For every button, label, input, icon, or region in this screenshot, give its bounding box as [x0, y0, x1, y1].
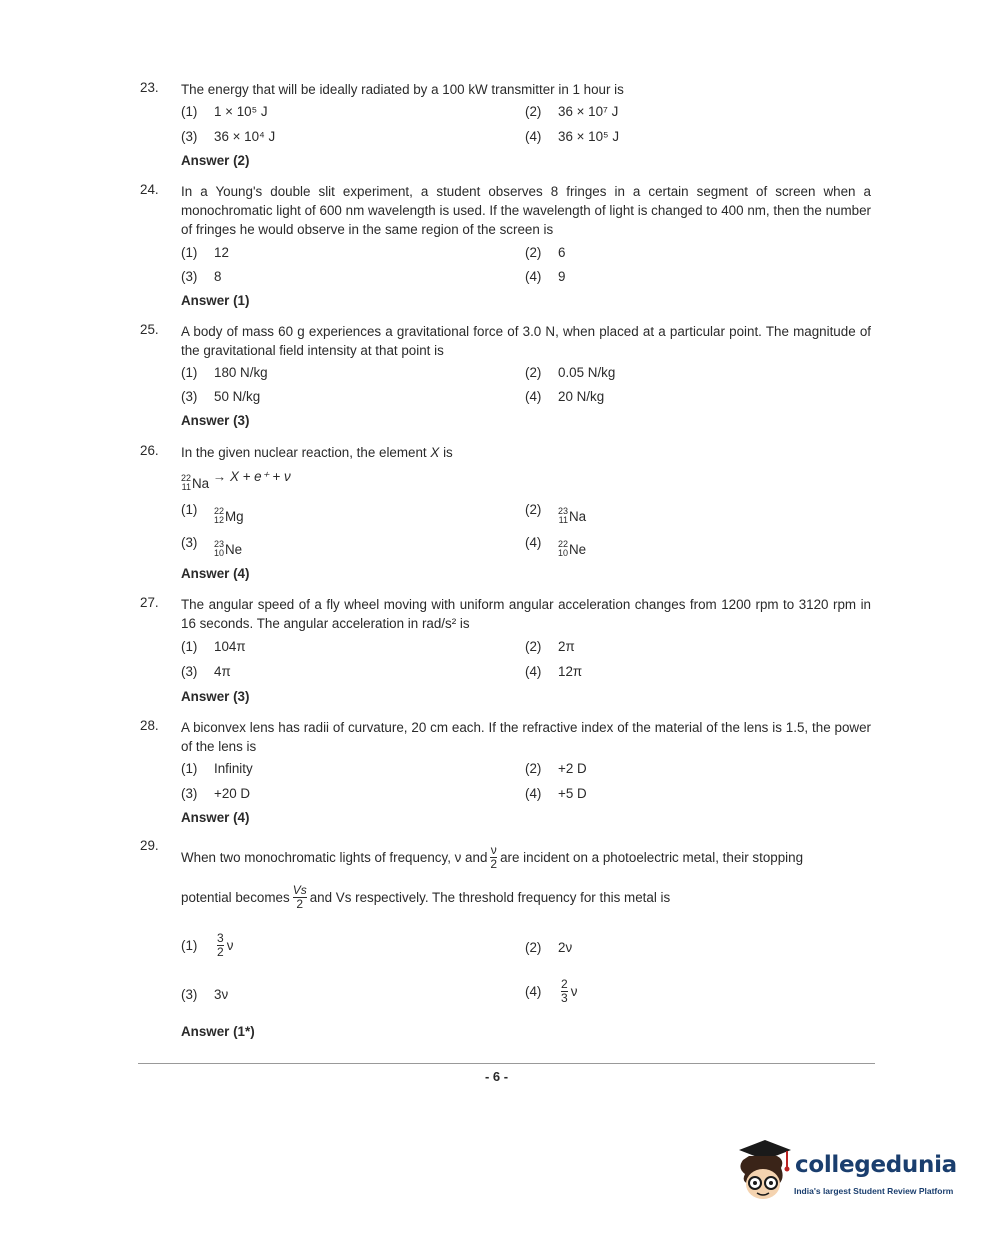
option-3: (3) 36 × 10⁴ J — [181, 129, 276, 144]
answer: Answer (2) — [181, 153, 250, 168]
option-4: (4) 12π — [525, 664, 583, 679]
option-4: (4) 22 10 Ne — [525, 535, 587, 558]
question-text-line-1: When two monochromatic lights of frequency, ν and $\frac{\nu}{2}$ are incident on a photoelectric metal, their stopping — [181, 843, 804, 871]
option-2: (2) 6 — [525, 245, 566, 260]
option-2: (2) 23 11 Na — [525, 502, 587, 525]
answer: Answer (4) — [181, 566, 250, 581]
question-text-line-2: potential becomes $\frac{Vs}{2}$ and Vs respectively. The threshold frequency for this metal is — [181, 883, 671, 911]
question-number: 25. — [140, 322, 159, 337]
option-1: (1) $\frac{3}{2}$ ν — [181, 931, 234, 959]
collegedunia-logo — [735, 1138, 965, 1208]
page-number: - 6 - — [484, 1069, 509, 1084]
question-number: 29. — [140, 838, 159, 853]
option-4: (4) 9 — [525, 269, 566, 284]
answer: Answer (3) — [181, 689, 250, 704]
question-text: The angular speed of a fly wheel moving with uniform angular acceleration changes from 1200 rpm to 3120 rpm in 16 seconds. The angular acceleration in rad/s² is — [181, 597, 871, 631]
option-2: (2) 2ν — [525, 940, 573, 955]
question-number: 24. — [140, 182, 159, 197]
question-text: The energy that will be ideally radiated by a 100 kW transmitter in 1 hour is — [181, 82, 624, 97]
question-text: In the given nuclear reaction, the element X is — [181, 445, 453, 460]
option-3: (3) 4π — [181, 664, 231, 679]
option-1: (1) Infinity — [181, 761, 253, 776]
option-4: (4) +5 D — [525, 786, 587, 801]
option-4: (4) $\frac{2}{3}$ ν — [525, 977, 578, 1005]
mascot-icon — [735, 1138, 793, 1208]
question-number: 27. — [140, 595, 159, 610]
option-4: (4) 20 N/kg — [525, 389, 605, 404]
option-1: (1) 22 12 Mg — [181, 502, 244, 525]
question-text: A biconvex lens has radii of curvature, 20 cm each. If the refractive index of the material of the lens is 1.5, the power of the lens is — [181, 720, 871, 754]
option-1: (1) 104π — [181, 639, 246, 654]
option-1: (1) 12 — [181, 245, 229, 260]
nuclear-reaction: 22 11 Na → X + e⁺ + ν — [181, 469, 291, 492]
footer-divider — [138, 1063, 875, 1064]
option-2: (2) 2π — [525, 639, 575, 654]
option-1: (1) 1 × 10⁵ J — [181, 104, 268, 119]
option-2: (2) +2 D — [525, 761, 587, 776]
option-2: (2) 0.05 N/kg — [525, 365, 616, 380]
logo-tagline: India's largest Student Review Platform — [794, 1186, 954, 1196]
question-number: 26. — [140, 443, 159, 458]
option-3: (3) 8 — [181, 269, 222, 284]
option-3: (3) 3ν — [181, 987, 229, 1002]
answer: Answer (1*) — [181, 1024, 255, 1039]
answer: Answer (3) — [181, 413, 250, 428]
question-number: 23. — [140, 80, 159, 95]
option-3: (3) 23 10 Ne — [181, 535, 243, 558]
option-3: (3) +20 D — [181, 786, 251, 801]
logo-wordmark: collegedunia — [795, 1152, 957, 1178]
option-3: (3) 50 N/kg — [181, 389, 261, 404]
question-text: A body of mass 60 g experiences a gravitational force of 3.0 N, when placed at a particular point. The magnitude of the gravitational field intensity at that point is — [181, 324, 871, 358]
option-2: (2) 36 × 10⁷ J — [525, 104, 619, 119]
answer: Answer (1) — [181, 293, 250, 308]
answer: Answer (4) — [181, 810, 250, 825]
question-text: In a Young's double slit experiment, a student observes 8 fringes in a certain segment of screen when a monochromatic light of 600 nm wavelength is used. If the wavelength of light is changed to 400 nm, then the number of fringes he would observe in the same region of the screen is — [181, 184, 871, 237]
question-number: 28. — [140, 718, 159, 733]
option-1: (1) 180 N/kg — [181, 365, 268, 380]
option-4: (4) 36 × 10⁵ J — [525, 129, 620, 144]
